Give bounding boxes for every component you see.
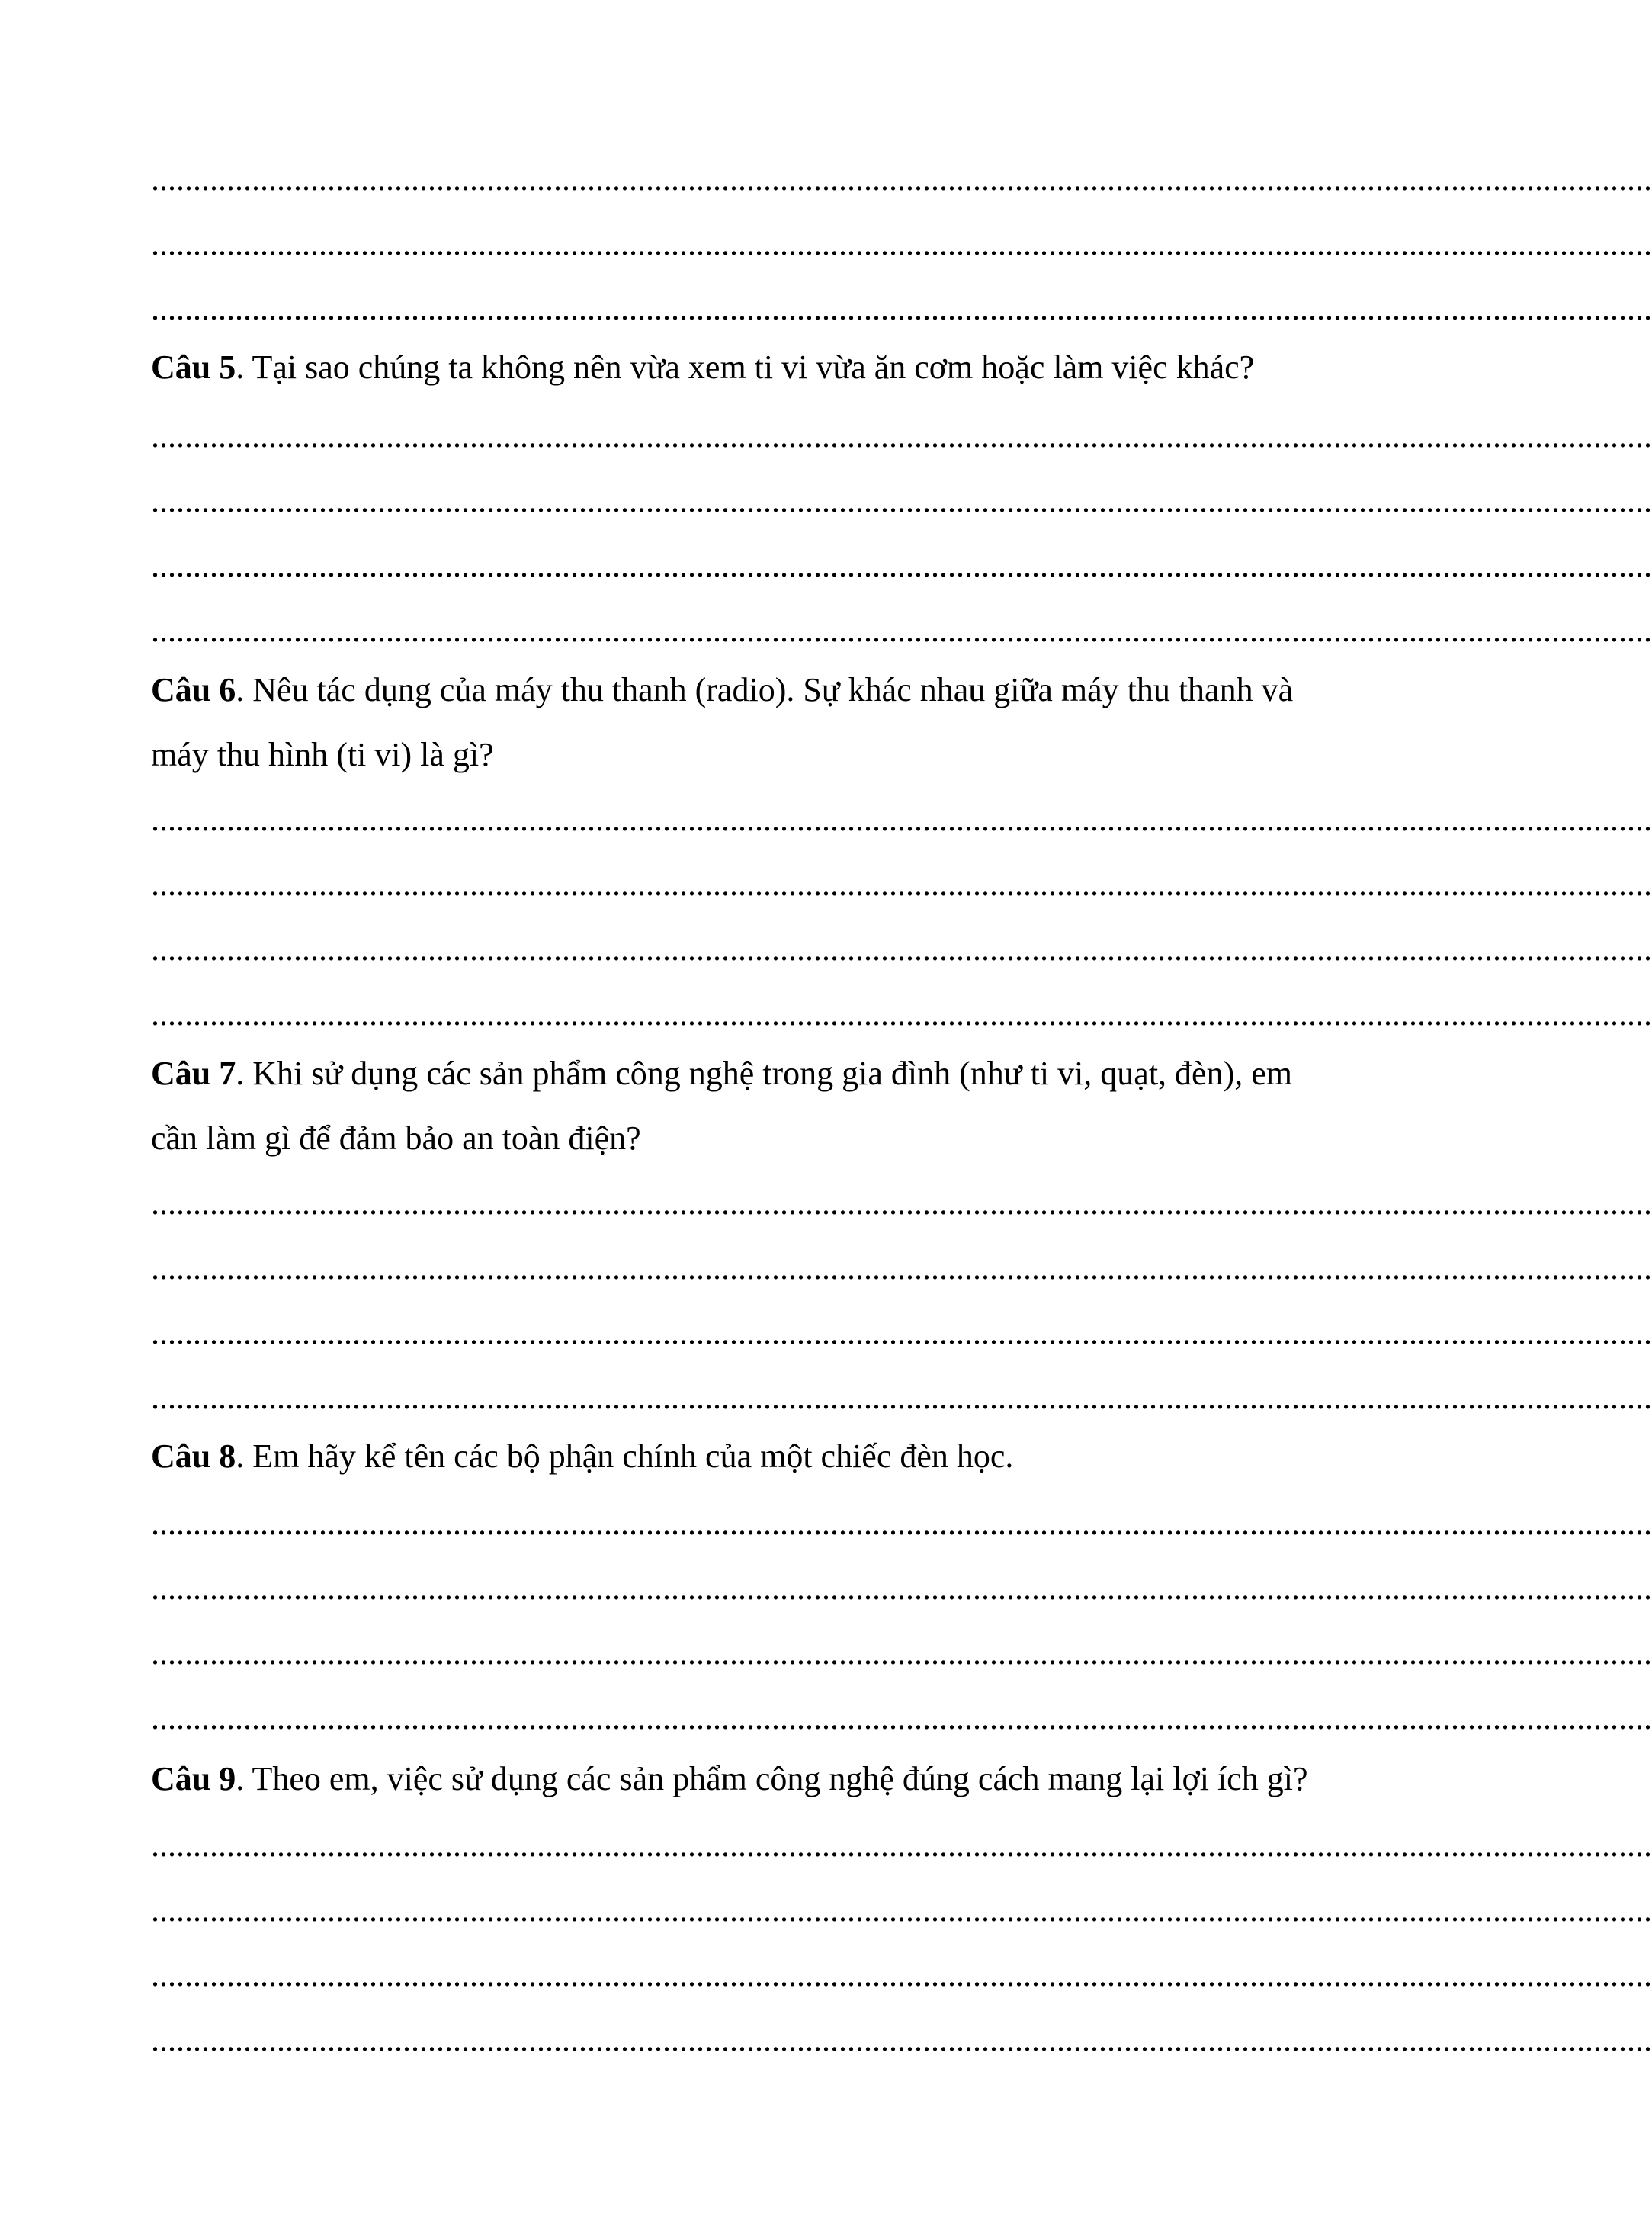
answer-line: ................................................................................................................................................................................... [151,866,1652,903]
answer-line: ................................................................................................................................................................................... [151,1826,1652,1864]
answer-line: ................................................................................................................................................................................... [151,612,1652,649]
answer-line: ................................................................................................................................................................................... [151,1634,1652,1672]
question-7 [151,1051,1418,1097]
answer-line: ................................................................................................................................................................................... [151,2021,1652,2058]
answer-line: ................................................................................................................................................................................... [151,417,1652,454]
answer-line: ................................................................................................................................................................................... [151,801,1652,838]
question-6-continuation: máy thu hình (ti vi) là gì? [151,736,494,773]
question-text: . Em hãy kể tên các bộ phận chính của một chiếc đèn học. [236,1437,1014,1475]
answer-line: ................................................................................................................................................................................... [151,995,1652,1033]
answer-line: ................................................................................................................................................................................... [151,1249,1652,1286]
answer-line: ................................................................................................................................................................................... [151,1569,1652,1607]
answer-line: ................................................................................................................................................................................... [151,547,1652,584]
question-7-continuation: cần làm gì để đảm bảo an toàn điện? [151,1119,641,1157]
question-text: . Khi sử dụng các sản phẩm công nghệ trong gia đình (như ti vi, quạt, đèn), em [236,1055,1292,1092]
answer-line: ................................................................................................................................................................................... [151,1505,1652,1542]
question-6 [151,667,1418,713]
answer-line: ................................................................................................................................................................................... [151,1379,1652,1416]
question-label: Câu 8 [151,1437,236,1475]
answer-line: ................................................................................................................................................................................... [151,1314,1652,1351]
question-label: Câu 5 [151,348,236,386]
question-label: Câu 9 [151,1760,236,1797]
question-5 [151,345,1418,390]
answer-line: ................................................................................................................................................................................... [151,482,1652,519]
answer-line: ................................................................................................................................................................................... [151,1699,1652,1736]
answer-line: ................................................................................................................................................................................... [151,160,1652,198]
question-text: . Nêu tác dụng của máy thu thanh (radio). Sự khác nhau giữa máy thu thanh và [236,671,1294,708]
answer-line: ................................................................................................................................................................................... [151,225,1652,262]
answer-line: ................................................................................................................................................................................... [151,930,1652,968]
question-label: Câu 6 [151,671,236,708]
answer-line: ................................................................................................................................................................................... [151,1891,1652,1929]
answer-line: ................................................................................................................................................................................... [151,1184,1652,1222]
question-9 [151,1756,1418,1802]
question-text: . Tại sao chúng ta không nên vừa xem ti vi vừa ăn cơm hoặc làm việc khác? [236,348,1255,386]
question-8 [151,1434,1418,1479]
answer-line: ................................................................................................................................................................................... [151,1956,1652,1993]
answer-line: ................................................................................................................................................................................... [151,290,1652,327]
question-text: . Theo em, việc sử dụng các sản phẩm công nghệ đúng cách mang lại lợi ích gì? [236,1760,1308,1797]
question-label: Câu 7 [151,1055,236,1092]
